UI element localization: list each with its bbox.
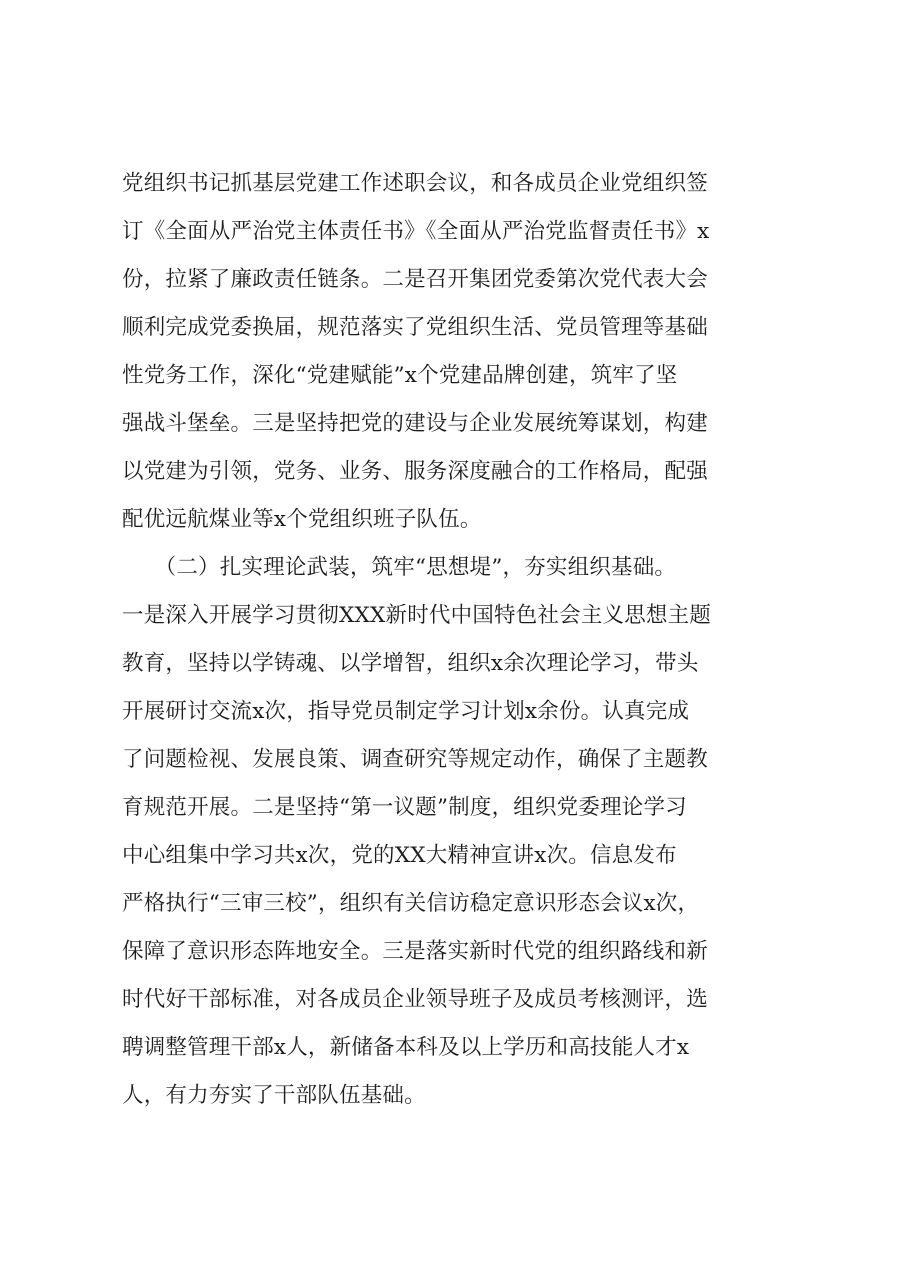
text-line: 人，有力夯实了干部队伍基础。 bbox=[122, 1083, 426, 1108]
text-line: 以党建为引领，党务、业务、服务深度融合的工作格局，配强 bbox=[122, 459, 708, 484]
text-line: 一是深入开展学习贯彻XXX新时代中国特色社会主义思想主题 bbox=[122, 603, 712, 628]
text-line: 教育，坚持以学铸魂、以学增智，组织x余次理论学习，带头 bbox=[122, 651, 699, 676]
text-line: 开展研讨交流x次，指导党员制定学习计划x余份。认真完成 bbox=[122, 699, 690, 724]
body-text bbox=[122, 160, 802, 1120]
text-line: 性党务工作，深化“党建赋能”x个党建品牌创建，筑牢了坚 bbox=[122, 363, 678, 388]
text-line: 保障了意识形态阵地安全。三是落实新时代党的组织路线和新 bbox=[122, 939, 708, 964]
text-line: 订《全面从严治党主体责任书》《全面从严治党监督责任书》x bbox=[122, 219, 710, 244]
section-heading-line: （二）扎实理论武装，筑牢“思想堤”，夯实组织基础。 bbox=[122, 555, 677, 580]
text-line: 了问题检视、发展良策、调查研究等规定动作，确保了主题教 bbox=[122, 747, 708, 772]
text-line: 党组织书记抓基层党建工作述职会议，和各成员企业党组织签 bbox=[122, 171, 708, 196]
text-line: 中心组集中学习共x次，党的XX大精神宣讲x次。信息发布 bbox=[122, 843, 677, 868]
text-line: 强战斗堡垒。三是坚持把党的建设与企业发展统筹谋划，构建 bbox=[122, 411, 708, 436]
text-line: 时代好干部标准，对各成员企业领导班子及成员考核测评，选 bbox=[122, 987, 708, 1012]
text-line: 严格执行“三审三校”，组织有关信访稳定意识形态会议x次， bbox=[122, 891, 700, 916]
text-line: 配优远航煤业等x个党组织班子队伍。 bbox=[122, 507, 482, 532]
text-line: 聘调整管理干部x人，新储备本科及以上学历和高技能人才x bbox=[122, 1035, 690, 1060]
text-line: 份，拉紧了廉政责任链条。二是召开集团党委第次党代表大会 bbox=[122, 267, 708, 292]
text-line: 顺利完成党委换届，规范落实了党组织生活、党员管理等基础 bbox=[122, 315, 708, 340]
text-line: 育规范开展。二是坚持“第一议题”制度，组织党委理论学习 bbox=[122, 795, 687, 820]
